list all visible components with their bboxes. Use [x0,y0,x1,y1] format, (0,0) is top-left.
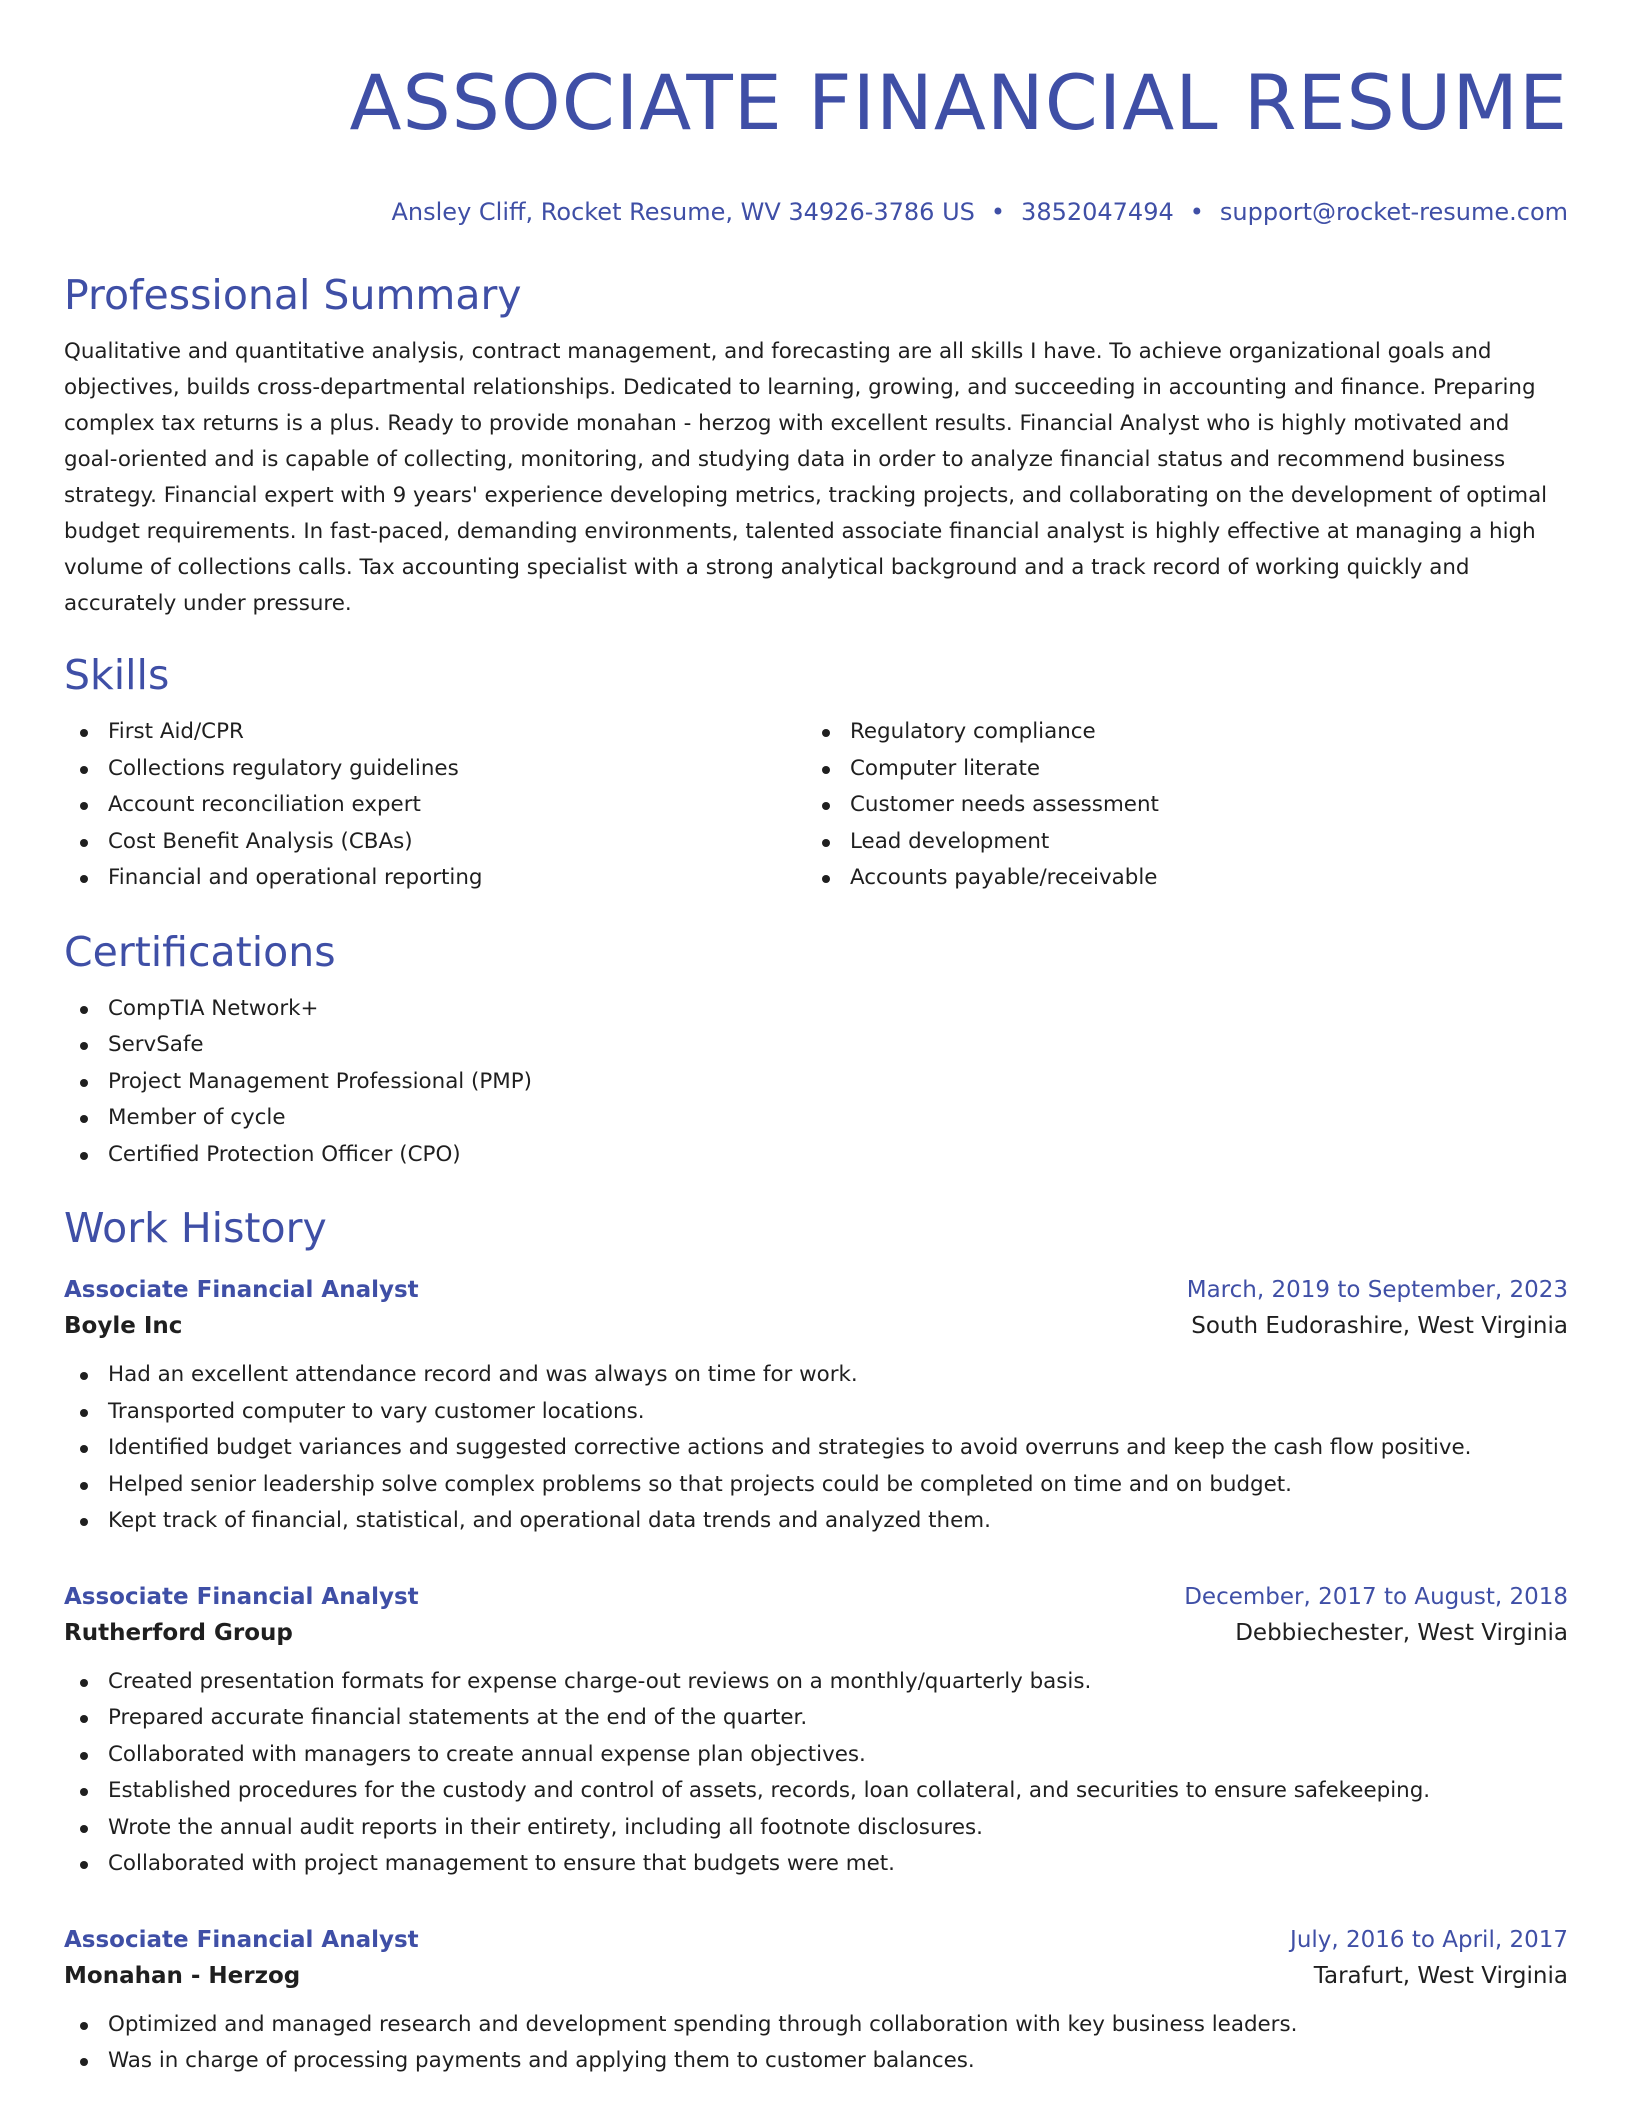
summary-text: Qualitative and quantitative analysis, contract management, and forecasting are all skills I have. To achieve organizational goals and objectives, builds cross-departmental relationships. Dedicated to learning, growing, and succeeding in accounting and finance. Preparing complex tax returns is a plus. Ready to provide monahan - herzog with excellent results. Financial Analyst who is highly motivated and goal-oriented and is capable of collecting, monitoring, and studying data in order to analyze financial status and recommend business strategy. Financial expert with 9 years' experience developing metrics, tracking projects, and collaborating on the development of optimal budget requirements. In fast-paced, demanding environments, talented associate financial analyst is highly effective at managing a high volume of collections calls. Tax accounting specialist with a strong analytical background and a track record of working quickly and accurately under pressure. [64,339,1548,616]
skill-item: Collections regulatory guidelines [64,751,806,788]
job-title-row [64,1273,1568,1307]
skill-item: Account reconciliation expert [64,787,806,824]
section-title-work-history: Work History [64,1204,327,1252]
skills-grid [64,714,1568,897]
job-dates: March, 2019 to September, 2023 [1186,1277,1568,1303]
job-bullets [64,1357,1568,1540]
certification-item: Project Management Professional (PMP) [64,1064,1568,1101]
job-bullets [64,2007,1568,2080]
resume-header [64,52,1568,228]
contact-separator: • [1189,198,1204,226]
job-company: Monahan - Herzog [64,1962,301,1989]
job-dates: July, 2016 to April, 2017 [1290,1926,1568,1953]
contact-separator: • [990,198,1006,226]
job-title: Associate Financial Analyst [64,1277,419,1303]
job-company-row [64,1307,1568,1345]
job-bullet: Prepared accurate financial statements at the end of the quarter. [64,1700,1568,1737]
certifications-list [64,991,1568,1174]
job-bullet: Wrote the annual audit reports in their entirety, including all footnote disclosures. [64,1810,1568,1847]
job-title: Associate Financial Analyst [64,1926,419,1953]
certifications-section [64,925,1568,1174]
job-bullet: Collaborated with project management to ensure that budgets were met. [64,1846,1568,1883]
section-title-skills: Skills [64,651,170,699]
skill-item: Regulatory compliance [806,714,1548,751]
job-company: Boyle Inc [64,1313,183,1339]
job-bullet: Kept track of financial, statistical, and operational data trends and analyzed them. [64,1503,1568,1540]
job-company-row [64,1957,1568,1995]
skills-section [64,648,1568,897]
certification-item: Certified Protection Officer (CPO) [64,1137,1568,1174]
job-bullet: Optimized and managed research and development spending through collaboration with key business leaders. [64,2007,1568,2044]
job-bullet: Established procedures for the custody and control of assets, records, loan collateral, and securities to ensure safekeeping. [64,1773,1568,1810]
work-history-section [64,1201,1568,2080]
contact-address: Ansley Cliff, Rocket Resume, WV 34926-3786 US [391,198,975,226]
job-location: South Eudorashire, West Virginia [1191,1313,1568,1339]
job-bullet: Had an excellent attendance record and was always on time for work. [64,1357,1568,1394]
skill-item: Cost Benefit Analysis (CBAs) [64,824,806,861]
job-bullet: Was in charge of processing payments and applying them to customer balances. [64,2043,1568,2080]
professional-summary-section [64,268,1568,622]
job-company-row [64,1614,1568,1652]
job-location: Debbiechester, West Virginia [1235,1619,1568,1646]
skill-item: Financial and operational reporting [64,860,806,897]
skill-item: Customer needs assessment [806,787,1548,824]
section-title-professional-summary: Professional Summary [64,271,522,319]
job-bullet: Helped senior leadership solve complex problems so that projects could be completed on time and on budget. [64,1467,1568,1504]
skill-item: Computer literate [806,751,1548,788]
job-title-row [64,1580,1568,1614]
certification-item: ServSafe [64,1027,1568,1064]
skill-item: Lead development [806,824,1548,861]
job-company: Rutherford Group [64,1619,293,1646]
job-entry [64,1273,1568,1540]
job-title-row [64,1923,1568,1957]
job-title: Associate Financial Analyst [64,1583,419,1610]
job-bullet: Created presentation formats for expense charge-out reviews on a monthly/quarterly basis. [64,1664,1568,1701]
certification-item: CompTIA Network+ [64,991,1568,1028]
skills-list-right [806,714,1548,897]
skill-item: Accounts payable/receivable [806,860,1548,897]
contact-email[interactable]: support@rocket-resume.com [1219,198,1568,226]
certification-item: Member of cycle [64,1100,1568,1137]
job-bullet: Transported computer to vary customer locations. [64,1394,1568,1431]
job-bullet: Collaborated with managers to create annual expense plan objectives. [64,1737,1568,1774]
job-dates: December, 2017 to August, 2018 [1184,1583,1568,1610]
job-entry [64,1923,1568,2080]
resume-title: ASSOCIATE FINANCIAL RESUME [349,58,1568,147]
contact-line [64,196,1568,228]
section-title-certifications: Certifications [64,927,336,976]
skill-item: First Aid/CPR [64,714,806,751]
job-entry [64,1580,1568,1883]
contact-phone: 3852047494 [1021,198,1174,226]
job-location: Tarafurt, West Virginia [1313,1962,1568,1989]
job-bullets [64,1664,1568,1883]
job-bullet: Identified budget variances and suggested corrective actions and strategies to avoid overruns and keep the cash flow positive. [64,1430,1568,1467]
skills-list-left [64,714,806,897]
